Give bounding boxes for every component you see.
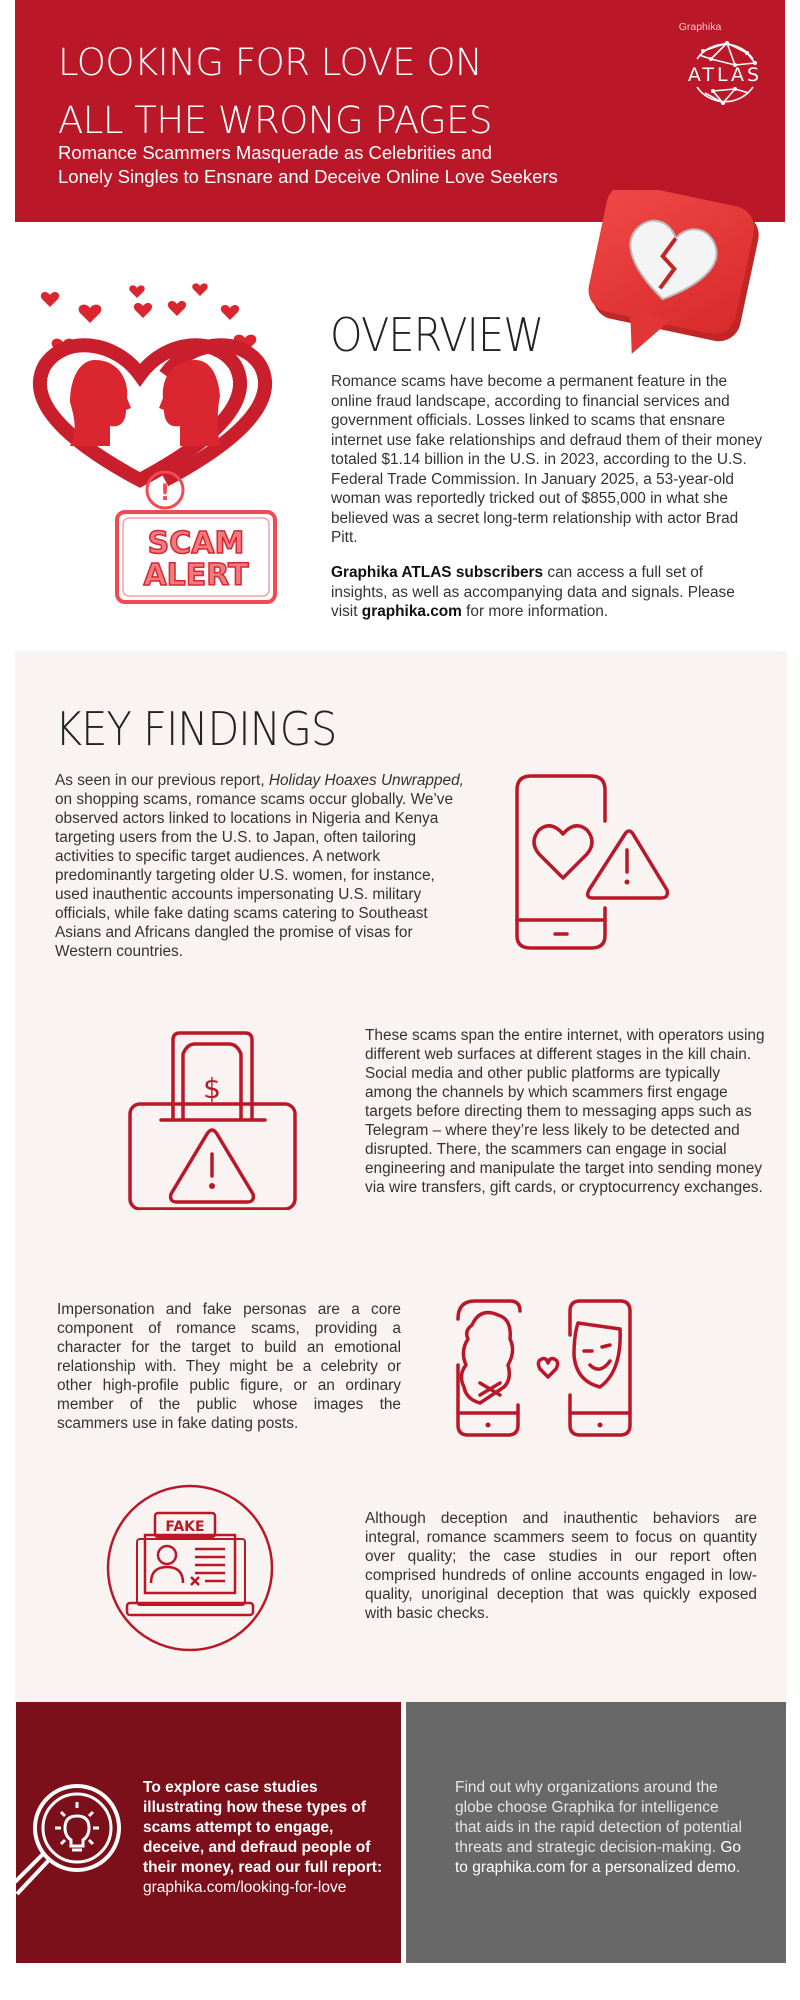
svg-text:$: $ bbox=[203, 1072, 221, 1105]
title-line-2: ALL THE WRONG PAGES bbox=[58, 99, 493, 142]
full-report-text: To explore case studies illustrating how these types of scams attempt to engage, deceive, and defraud people of their money, read our full report: graphika.com/looking-for-love bbox=[143, 1779, 383, 1896]
page-title bbox=[58, 34, 492, 150]
broken-heart-notification-icon bbox=[570, 190, 770, 370]
finding-1-text: As seen in our previous report, Holiday Hoaxes Unwrapped, on shopping scams, romance scams occur globally. We’ve observed actors linked to locations in Nigeria and Kenya targeting users from the U.S. to Japan, often tailoring activities to specific target audiences. A network predominantly targeting older U.S. women, for instance, used inauthentic accounts impersonating U.S. military officials, while fake dating scams catering to Southeast Asians and Africans dangled the promise of visas for Western countries. bbox=[55, 772, 464, 960]
report-title: Holiday Hoaxes Unwrapped, bbox=[268, 772, 464, 789]
graphika-link[interactable]: graphika.com bbox=[361, 603, 462, 620]
subtitle-line-2: Lonely Singles to Ensnare and Deceive Online Love Seekers bbox=[58, 166, 558, 187]
logo-brand: Graphika bbox=[678, 21, 722, 33]
svg-text:!: ! bbox=[159, 481, 171, 506]
key-findings-heading: KEY FINDINGS bbox=[55, 702, 337, 756]
full-report-link[interactable]: graphika.com/looking-for-love bbox=[143, 1879, 347, 1896]
overview-body: Romance scams have become a permanent feature in the online fraud landscape, according to financial services and government officials. Losses linked to scams that ensnare internet use fake relationships and defraud them of their money totaled $1.14 billion in the U.S. in 2023, according to the U.S. Federal Trade Commission. In January 2025, a 53-year-old woman was reportedly tricked out of $855,000 in what she believed was a secret long-term relationship with actor Brad Pitt. bbox=[331, 373, 763, 546]
svg-text:FAKE: FAKE bbox=[165, 1519, 205, 1535]
page-subtitle bbox=[58, 141, 558, 189]
overview-heading: OVERVIEW bbox=[330, 308, 544, 362]
money-warning-icon bbox=[125, 1030, 300, 1210]
globe-network-icon bbox=[683, 37, 767, 109]
magnifier-lightbulb-icon bbox=[15, 1780, 125, 1900]
finding-2-text: These scams span the entire internet, with operators using different web surfaces at different stages in the kill chain. Social media and other public platforms are typically among the channels by which scammers first engage targets before directing them to messaging apps such as Telegram – where they’re less likely to be detected and disrupted. There, the scammers can engage in social engineering and manipulate the target into sending money via wire transfers, gift cards, or cryptocurrency exchanges. bbox=[365, 1027, 765, 1196]
svg-text:SCAM: SCAM bbox=[147, 526, 245, 561]
couple-hearts-scam-alert-illustration bbox=[25, 280, 295, 610]
subtitle-line-1: Romance Scammers Masquerade as Celebrities and bbox=[58, 142, 492, 163]
overview-subscribers-note: Graphika ATLAS subscribers can access a full set of insights, as well as accompanying data and signals. Please visit graphika.com for more information. bbox=[331, 564, 735, 620]
svg-text:ATLAS: ATLAS bbox=[687, 64, 763, 86]
svg-text:ALERT: ALERT bbox=[143, 558, 249, 593]
fake-profile-laptop-icon bbox=[105, 1483, 275, 1653]
phones-mask-persona-icon bbox=[450, 1295, 640, 1445]
demo-link[interactable]: Go to graphika.com for a personalized demo bbox=[455, 1839, 742, 1876]
phone-heart-warning-icon bbox=[505, 768, 680, 953]
graphika-atlas-logo[interactable] bbox=[675, 15, 775, 110]
title-line-1: LOOKING FOR LOVE ON bbox=[58, 41, 483, 84]
finding-3-text: Impersonation and fake personas are a core component of romance scams, providing a character for the target to build an emotional relationship with. They might be a celebrity or other high-profile public figure, or an ordinary member of the public whose images the scammers use in fake dating posts. bbox=[57, 1301, 401, 1432]
subscribers-bold: Graphika ATLAS subscribers bbox=[331, 564, 544, 581]
finding-4-text: Although deception and inauthentic behaviors are integral, romance scammers seem to focus on quantity over quality; the case studies in our report often comprised hundreds of online accounts engaged in low-quality, unoriginal deception that was quickly exposed with basic checks. bbox=[365, 1510, 757, 1622]
demo-text: Find out why organizations around the globe choose Graphika for intelligence that aids in the rapid detection of potential threats and strategic decision-making. Go to graphika.com for a personalized demo. bbox=[455, 1779, 742, 1876]
